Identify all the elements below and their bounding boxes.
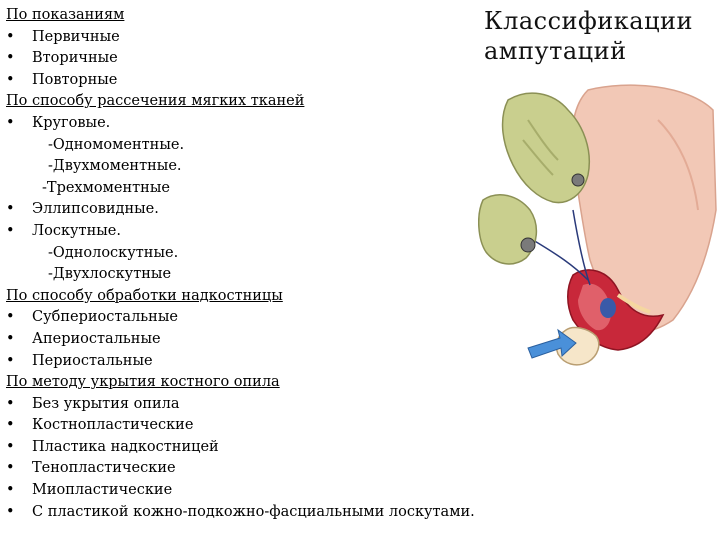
bullet-icon: • bbox=[6, 71, 15, 88]
list-item: • С пластикой кожно-подкожно-фасциальными лоскутами. bbox=[6, 502, 546, 524]
sub-list-item: -Двухлоскутные bbox=[48, 266, 172, 283]
list-item: • Без укрытия опила bbox=[6, 394, 546, 416]
title-line-2: ампутаций bbox=[484, 37, 627, 65]
sub-list-item: -Двухмоментные. bbox=[48, 158, 182, 175]
bullet-icon: • bbox=[6, 438, 15, 455]
list-item: • Повторные bbox=[6, 70, 546, 92]
title-line-1: Классификации bbox=[484, 7, 694, 35]
list-item: • Субпериостальные bbox=[6, 307, 546, 329]
bullet-icon: • bbox=[6, 201, 15, 218]
bullet-icon: • bbox=[6, 460, 15, 477]
list-item: • Миопластические bbox=[6, 480, 546, 502]
list-item: • Периостальные bbox=[6, 351, 546, 373]
list-item: • Первичные bbox=[6, 27, 546, 49]
list-item: • Пластика надкостницей bbox=[6, 437, 546, 459]
list-item: • Тенопластические bbox=[6, 458, 546, 480]
bullet-icon: • bbox=[6, 482, 15, 499]
list-item: • Эллипсовидные. bbox=[6, 199, 546, 221]
section-heading-periosteum: По способу обработки надкостницы bbox=[6, 287, 283, 304]
bullet-icon: • bbox=[6, 352, 15, 369]
list-item: • Круговые. bbox=[6, 113, 546, 135]
list-item: • Апериостальные bbox=[6, 329, 546, 351]
section-heading-bone-stump: По методу укрытия костного опила bbox=[6, 374, 280, 391]
amputation-surgery-illustration bbox=[478, 80, 718, 390]
bullet-icon: • bbox=[6, 309, 15, 326]
list-item: • Лоскутные. bbox=[6, 221, 546, 243]
bullet-icon: • bbox=[6, 395, 15, 412]
sub-list-item: -Трехмоментные bbox=[42, 179, 170, 196]
bullet-icon: • bbox=[6, 28, 15, 45]
list-item: • Костнопластические bbox=[6, 415, 546, 437]
bullet-icon: • bbox=[6, 330, 15, 347]
sub-list-item: -Одномоментные. bbox=[48, 136, 185, 153]
bullet-icon: • bbox=[6, 503, 15, 520]
sub-list-item: -Однолоскутные. bbox=[48, 244, 179, 261]
section-heading-soft-tissue: По способу рассечения мягких тканей bbox=[6, 93, 305, 110]
bullet-icon: • bbox=[6, 222, 15, 239]
list-item: • Вторичные bbox=[6, 48, 546, 70]
bullet-icon: • bbox=[6, 417, 15, 434]
bullet-icon: • bbox=[6, 50, 15, 67]
section-heading-indications: По показаниям bbox=[6, 7, 125, 23]
bullet-icon: • bbox=[6, 114, 15, 131]
classification-list bbox=[6, 5, 546, 523]
